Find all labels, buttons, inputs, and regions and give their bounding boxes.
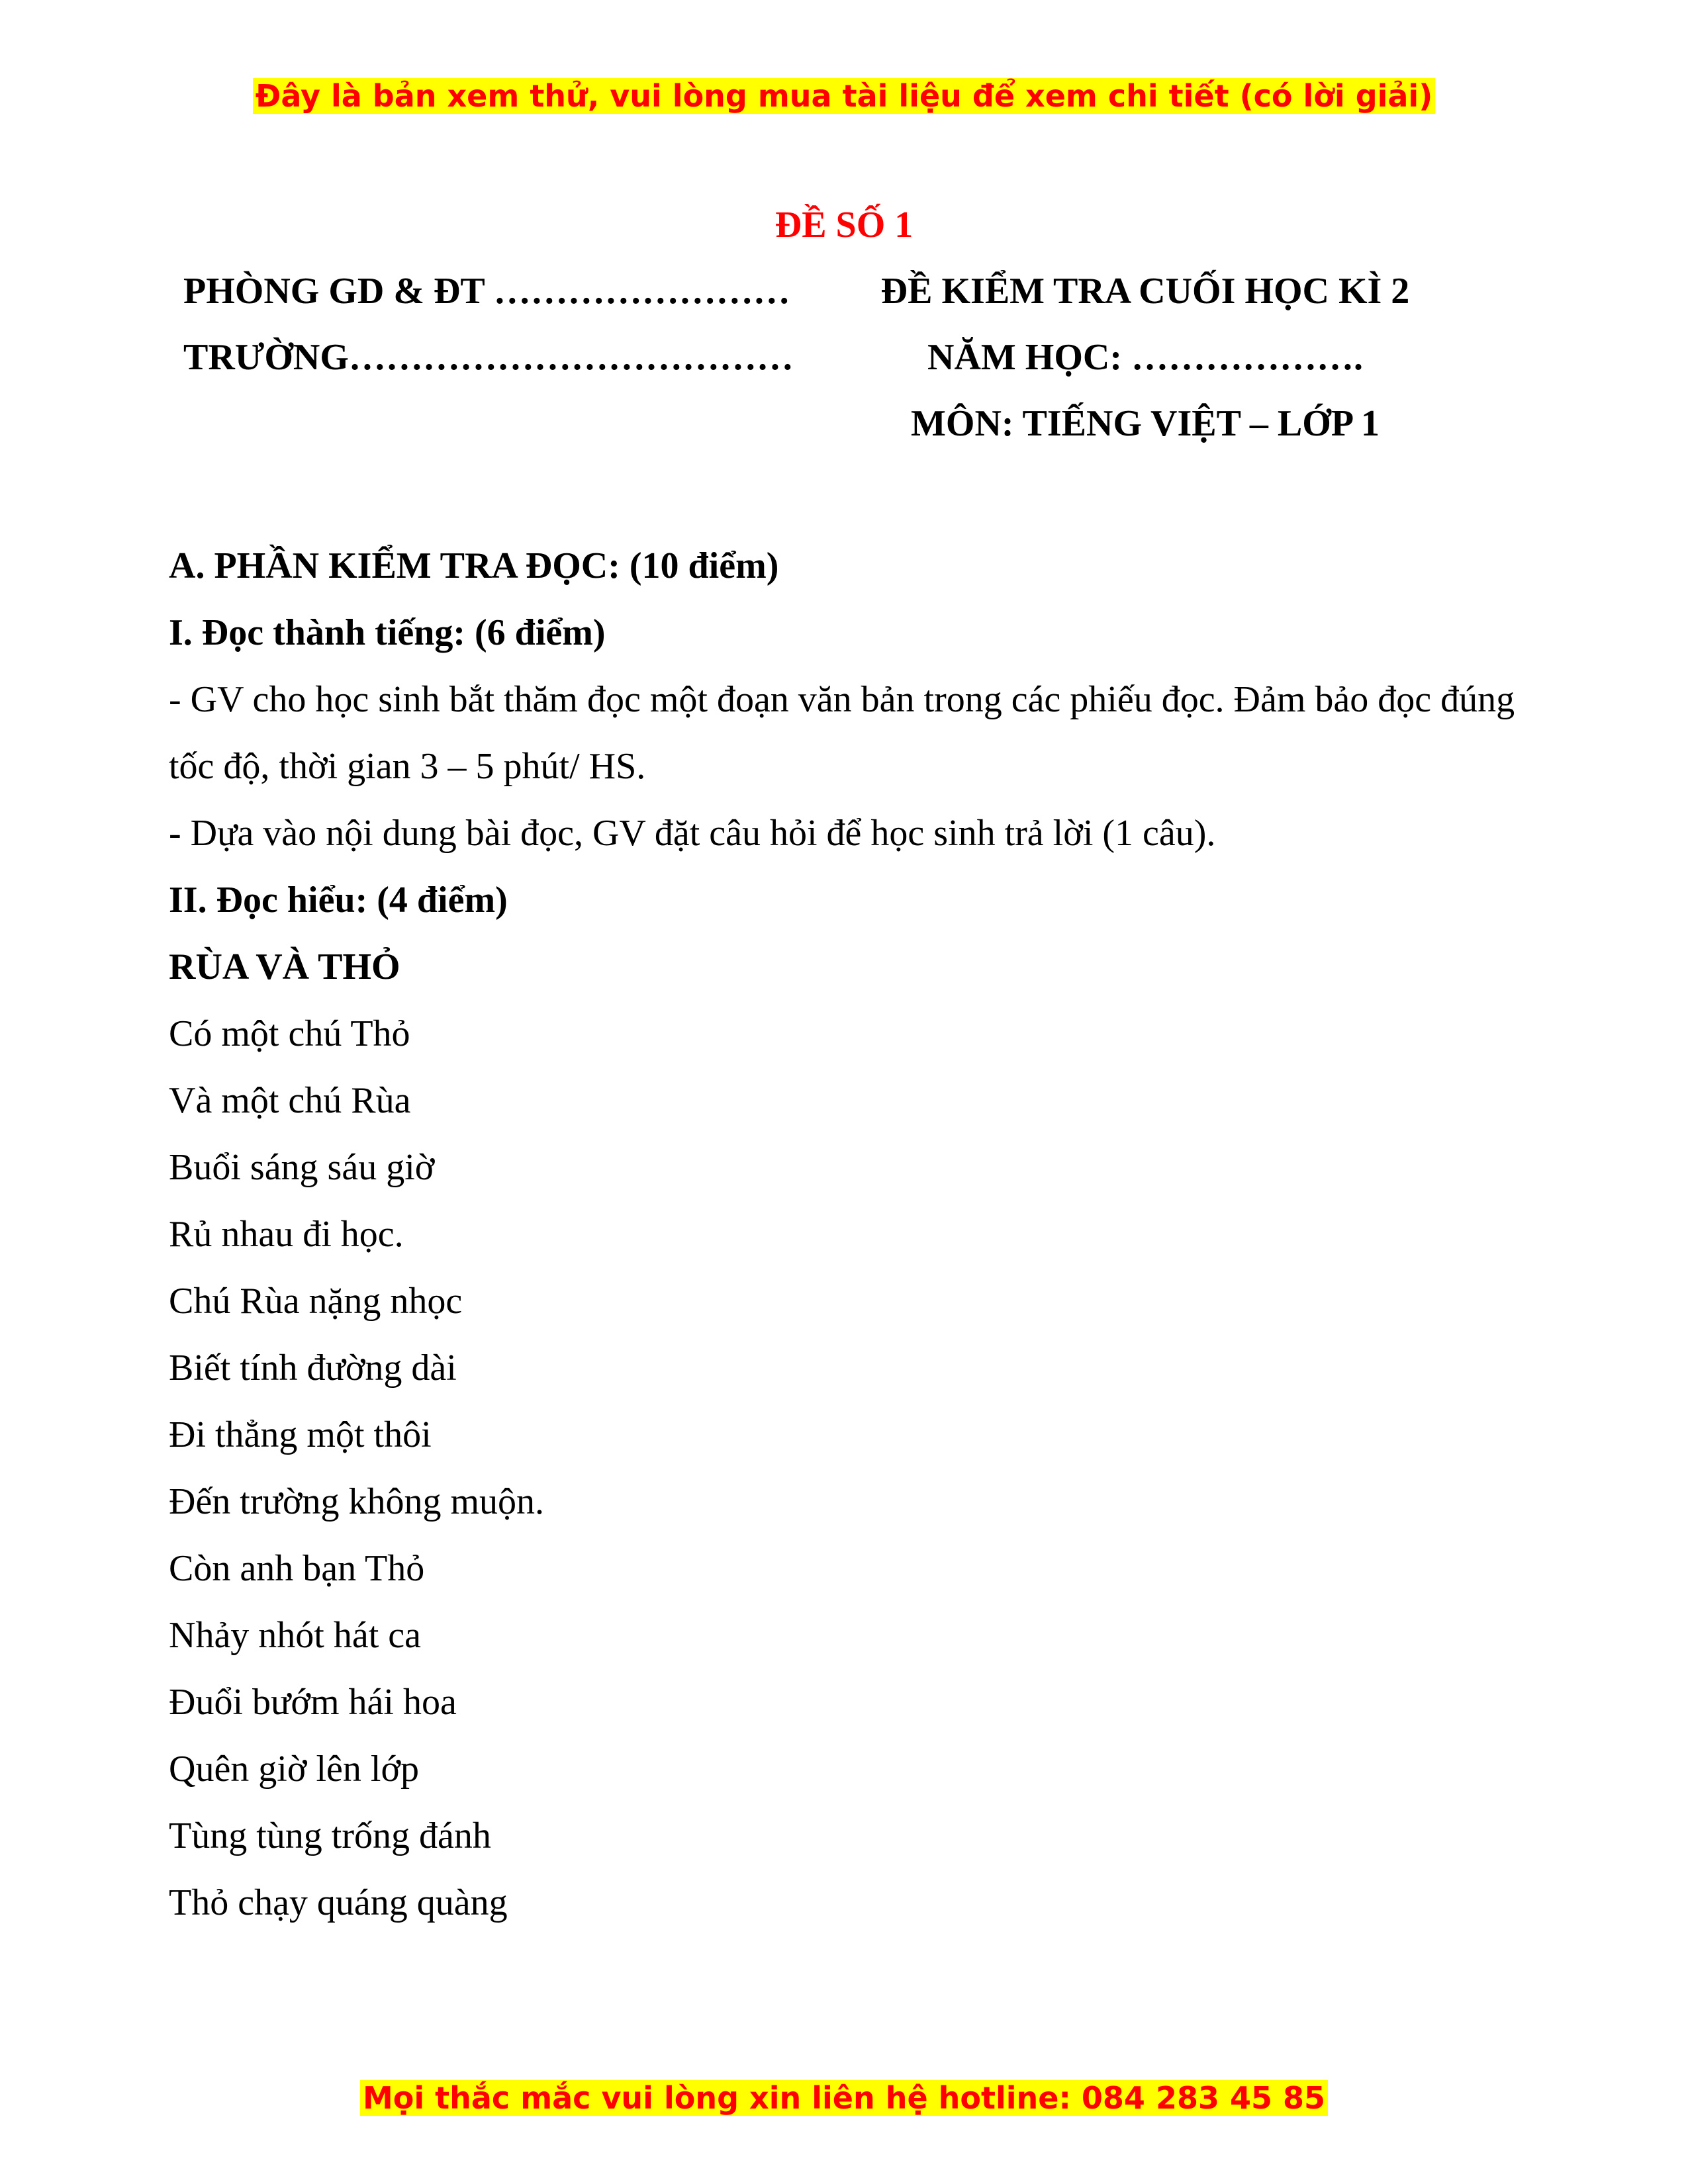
poem-line: Đến trường không muộn. xyxy=(169,1481,545,1522)
exam-content xyxy=(169,533,1532,1936)
poem-line: Buổi sáng sáu giờ xyxy=(169,1147,435,1188)
poem-line: Tùng tùng trống đánh xyxy=(169,1815,491,1856)
header-department: PHÒNG GD & ĐT …………………… xyxy=(183,271,790,312)
section-a-heading: A. PHẦN KIỂM TRA ĐỌC: (10 điểm) xyxy=(169,545,779,586)
poem-line: Còn anh bạn Thỏ xyxy=(169,1548,425,1589)
poem-line: Chú Rùa nặng nhọc xyxy=(169,1281,463,1322)
preview-banner-text: Đây là bản xem thử, vui lòng mua tài liệu để xem chi tiết (có lời giải) xyxy=(253,78,1435,114)
part-2-heading: II. Đọc hiểu: (4 điểm) xyxy=(169,880,508,921)
part-1-instruction-2: - Dựa vào nội dung bài đọc, GV đặt câu hỏi để học sinh trả lời (1 câu). xyxy=(169,813,1216,854)
poem-line: Nhảy nhót hát ca xyxy=(169,1615,421,1656)
preview-banner xyxy=(0,76,1688,116)
poem-line: Đuổi bướm hái hoa xyxy=(169,1682,457,1723)
poem xyxy=(169,1001,1532,1936)
poem-title: RÙA VÀ THỎ xyxy=(169,946,400,987)
hotline-banner-text: Mọi thắc mắc vui lòng xin liên hệ hotline: 084 283 45 85 xyxy=(360,2080,1328,2116)
poem-line: Thỏ chạy quáng quàng xyxy=(169,1882,508,1923)
poem-line: Rủ nhau đi học. xyxy=(169,1214,404,1255)
poem-line: Đi thẳng một thôi xyxy=(169,1414,432,1455)
header-exam-name: ĐỀ KIỂM TRA CUỐI HỌC KÌ 2 xyxy=(880,271,1410,312)
exam-title: ĐỀ SỐ 1 xyxy=(774,205,914,246)
header-school: TRƯỜNG……………………………… xyxy=(183,337,794,378)
header-school-year: NĂM HỌC: ………………. xyxy=(927,337,1363,378)
poem-line: Có một chú Thỏ xyxy=(169,1013,410,1054)
poem-line: Biết tính đường dài xyxy=(169,1347,457,1388)
poem-line: Và một chú Rùa xyxy=(169,1080,411,1121)
part-1-heading: I. Đọc thành tiếng: (6 điểm) xyxy=(169,612,606,653)
header-subject: MÔN: TIẾNG VIỆT – LỚP 1 xyxy=(911,403,1380,444)
hotline-banner xyxy=(0,2078,1688,2118)
part-1-instruction-1: - GV cho học sinh bắt thăm đọc một đoạn văn bản trong các phiếu đọc. Đảm bảo đọc đúng tốc độ, thời gian 3 – 5 phút/ HS. xyxy=(169,679,1515,787)
poem-line: Quên giờ lên lớp xyxy=(169,1749,420,1790)
